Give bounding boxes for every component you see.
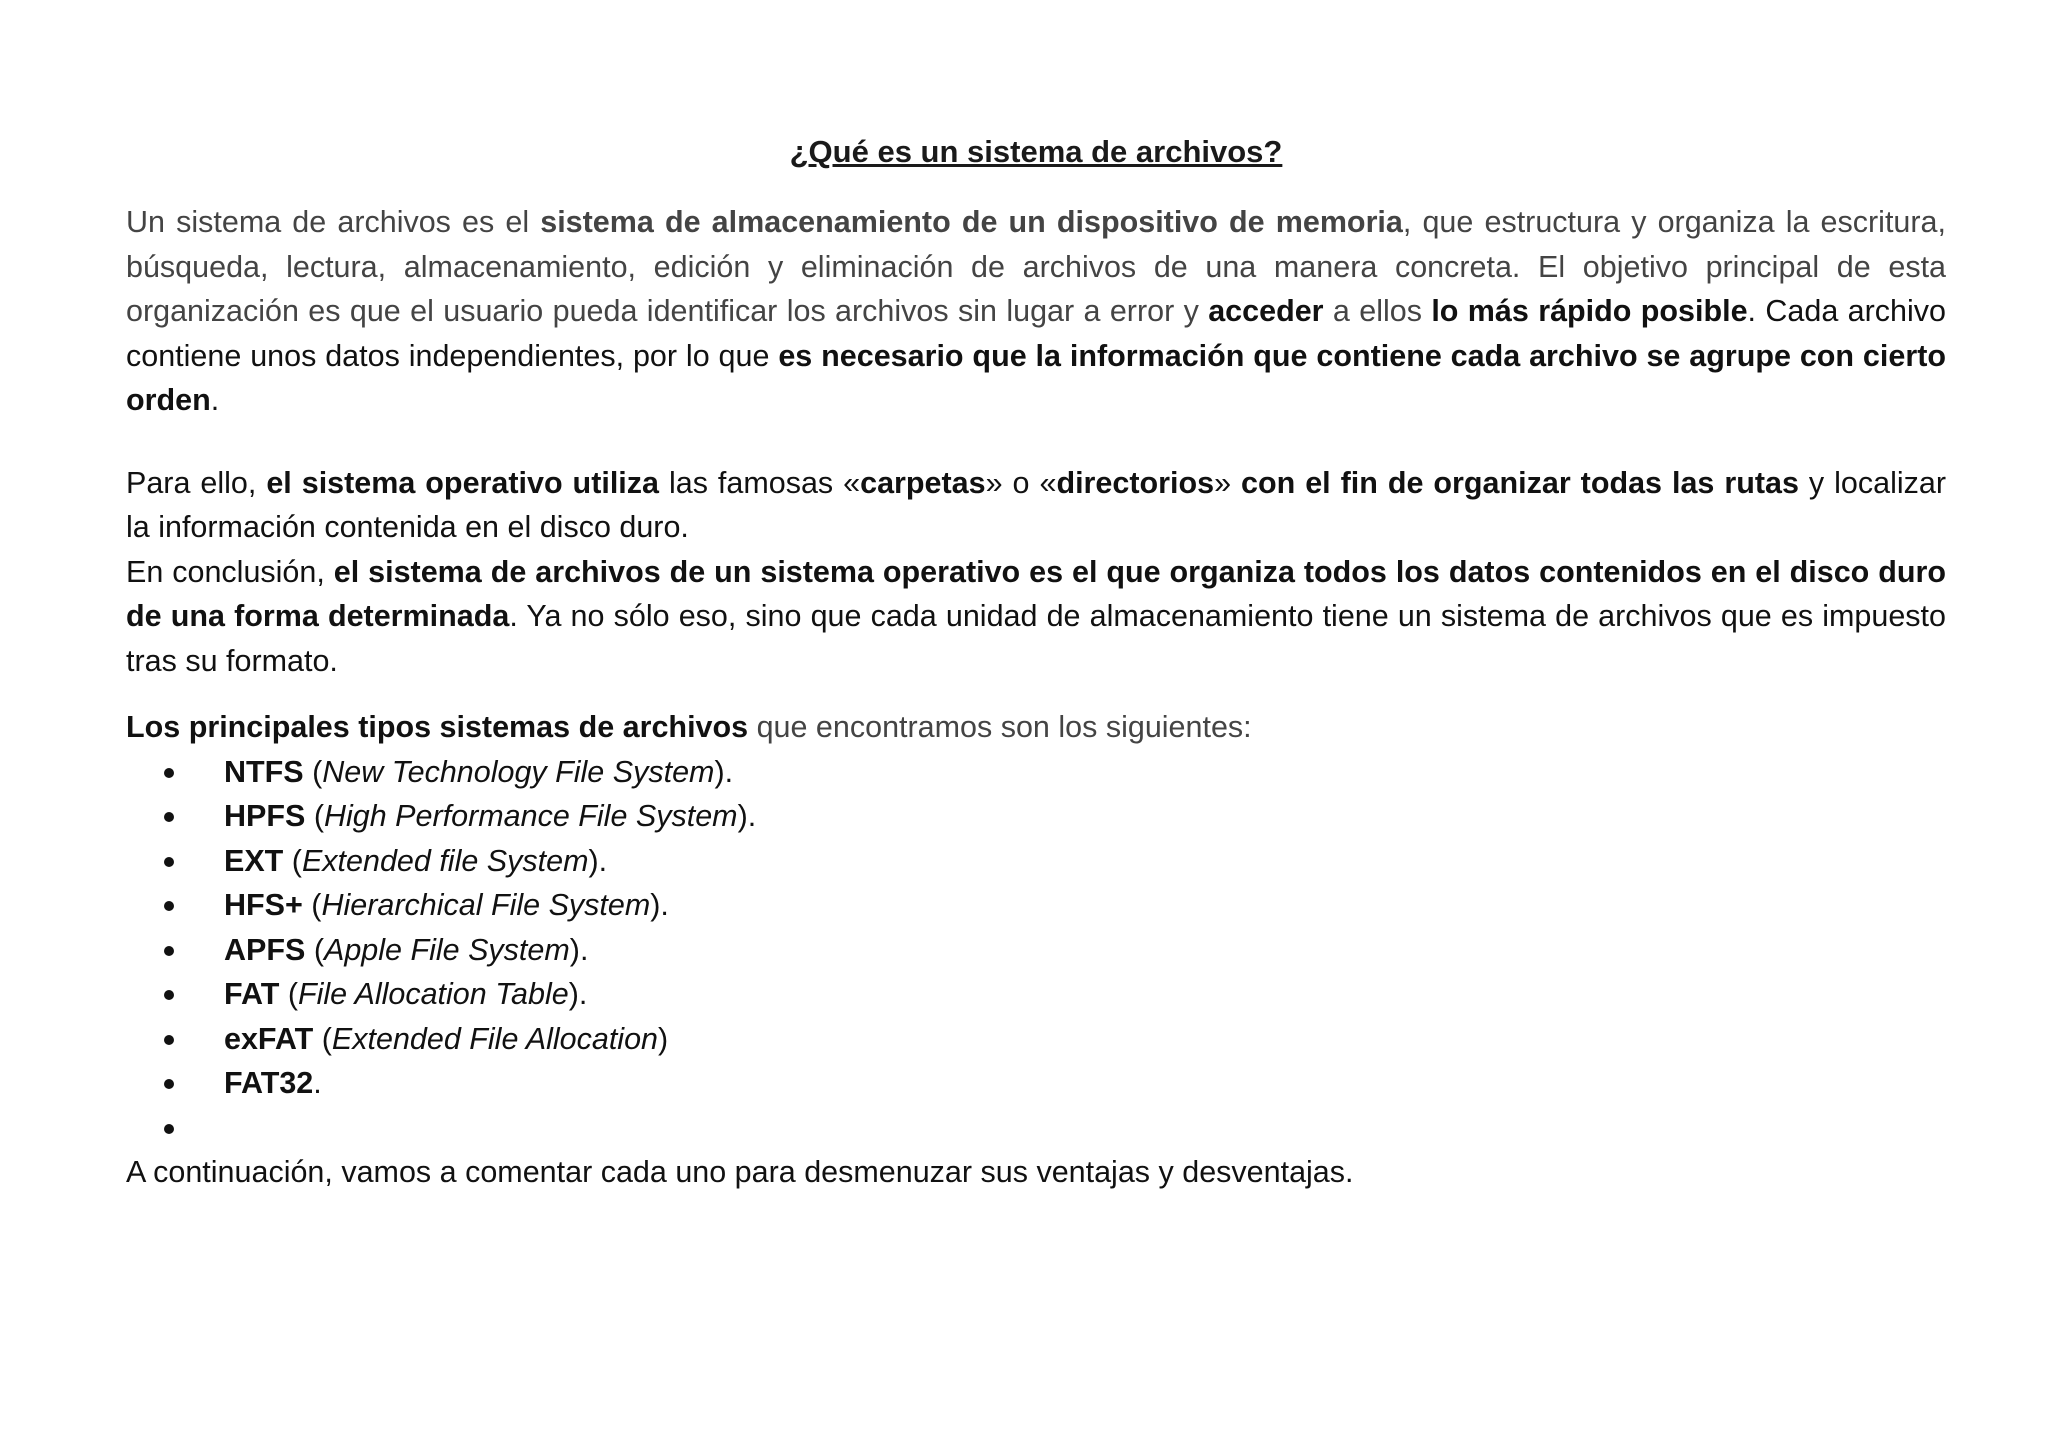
list-item: [126, 750, 1946, 795]
filesystem-name: HPFS: [224, 799, 306, 833]
filesystem-name: NTFS: [224, 754, 304, 789]
text-run: , que estructura y organiza la escritura, búsqueda, lectura, almacenamiento, edición y eliminación de archivos de una manera concreta. El objetivo principal de esta organización es que el usuario pueda identificar los archivos sin lugar a error y: [126, 205, 1946, 328]
text-run: ).: [568, 977, 588, 1011]
text-run: (: [313, 1021, 332, 1056]
text-run: (: [283, 843, 302, 878]
bullet-icon: [164, 768, 174, 778]
text-run: .: [313, 1066, 322, 1100]
bullet-icon: [164, 812, 174, 822]
bold-run: directorios: [1056, 465, 1215, 500]
filesystem-list: [126, 750, 1946, 1151]
bold-run: es necesario que la información que contiene cada archivo se agrupe con cierto orden: [126, 338, 1946, 417]
filesystem-name: exFAT: [224, 1021, 314, 1056]
filesystem-name: APFS: [224, 932, 306, 967]
bullet-icon: [164, 901, 174, 911]
filesystem-fullname: Extended File Allocation: [331, 1021, 659, 1056]
bold-run: con el fin de organizar todas las rutas: [1241, 465, 1799, 500]
bold-run: Los principales tipos sistemas de archivos: [126, 710, 749, 744]
text-run: Para ello,: [126, 465, 267, 500]
text-run: ).: [650, 888, 669, 922]
text-run: . Ya no sólo eso, sino que cada unidad de almacenamiento tiene un sistema de archivos que es impuesto tras su formato.: [126, 599, 1946, 678]
text-run: (: [303, 754, 323, 789]
filesystem-name: HFS+: [224, 888, 303, 922]
paragraph-folders: [126, 461, 1946, 550]
document-page: [126, 120, 1946, 1195]
filesystem-fullname: File Allocation Table: [297, 977, 569, 1011]
text-run: ): [658, 1021, 669, 1056]
bullet-icon: [164, 946, 174, 956]
text-run: (: [279, 977, 298, 1011]
bold-run: carpetas: [860, 465, 986, 500]
filesystem-fullname: Extended file System: [301, 843, 589, 878]
bold-run: lo más rápido posible: [1431, 294, 1748, 328]
bullet-icon: [164, 990, 174, 1000]
text-run: En conclusión,: [126, 554, 334, 589]
list-item: [126, 794, 1946, 839]
filesystem-name: EXT: [224, 843, 284, 878]
text-run: ).: [714, 754, 734, 789]
text-run: a ellos: [1323, 294, 1432, 328]
filesystem-fullname: High Performance File System: [323, 799, 738, 833]
list-item-empty: [126, 1106, 1946, 1151]
bullet-icon: [164, 1124, 174, 1134]
paragraph-definition: [126, 200, 1946, 423]
text-run: » o «: [985, 465, 1057, 500]
text-run: ).: [737, 799, 757, 833]
list-item: [126, 1061, 1946, 1106]
list-item: [126, 928, 1946, 973]
text-run: .: [210, 383, 220, 417]
list-item: [126, 972, 1946, 1017]
text-run: (: [305, 932, 324, 967]
list-item: [126, 1017, 1946, 1062]
filesystem-fullname: Hierarchical File System: [321, 888, 651, 922]
bold-run: sistema de almacenamiento de un dispositivo de memoria: [540, 205, 1403, 239]
bold-run: el sistema de archivos de un sistema operativo es el que organiza todos los datos contenidos en el disco duro de una forma determinada: [126, 554, 1946, 633]
filesystem-name: FAT32: [224, 1066, 314, 1100]
bullet-icon: [164, 857, 174, 867]
text-run: Un sistema de archivos es el: [126, 205, 541, 239]
document-title: ¿Qué es un sistema de archivos?: [789, 134, 1283, 169]
text-run: que encontramos son los siguientes:: [748, 710, 1252, 744]
text-run: y localizar la información contenida en el disco duro.: [126, 465, 1947, 544]
bullet-icon: [164, 1079, 174, 1089]
filesystem-fullname: New Technology File System: [322, 754, 715, 789]
bold-run: el sistema operativo utiliza: [266, 465, 659, 500]
list-item: [126, 839, 1946, 884]
text-run: ).: [569, 932, 589, 967]
text-run: . Cada archivo contiene unos datos independientes, por lo que: [126, 294, 1946, 373]
filesystem-fullname: Apple File System: [323, 932, 570, 967]
closing-sentence: A continuación, vamos a comentar cada uno para desmenuzar sus ventajas y desventajas.: [126, 1155, 1354, 1189]
paragraph-conclusion: [126, 550, 1946, 684]
bullet-icon: [164, 1035, 174, 1045]
text-run: (: [305, 799, 324, 833]
text-run: ).: [588, 843, 608, 878]
filesystem-name: FAT: [224, 977, 280, 1011]
bold-run: acceder: [1208, 294, 1324, 328]
list-intro: [126, 705, 1946, 750]
text-run: »: [1214, 465, 1242, 500]
text-run: las famosas «: [658, 465, 861, 500]
list-item: [126, 883, 1946, 928]
text-run: (: [302, 888, 322, 922]
